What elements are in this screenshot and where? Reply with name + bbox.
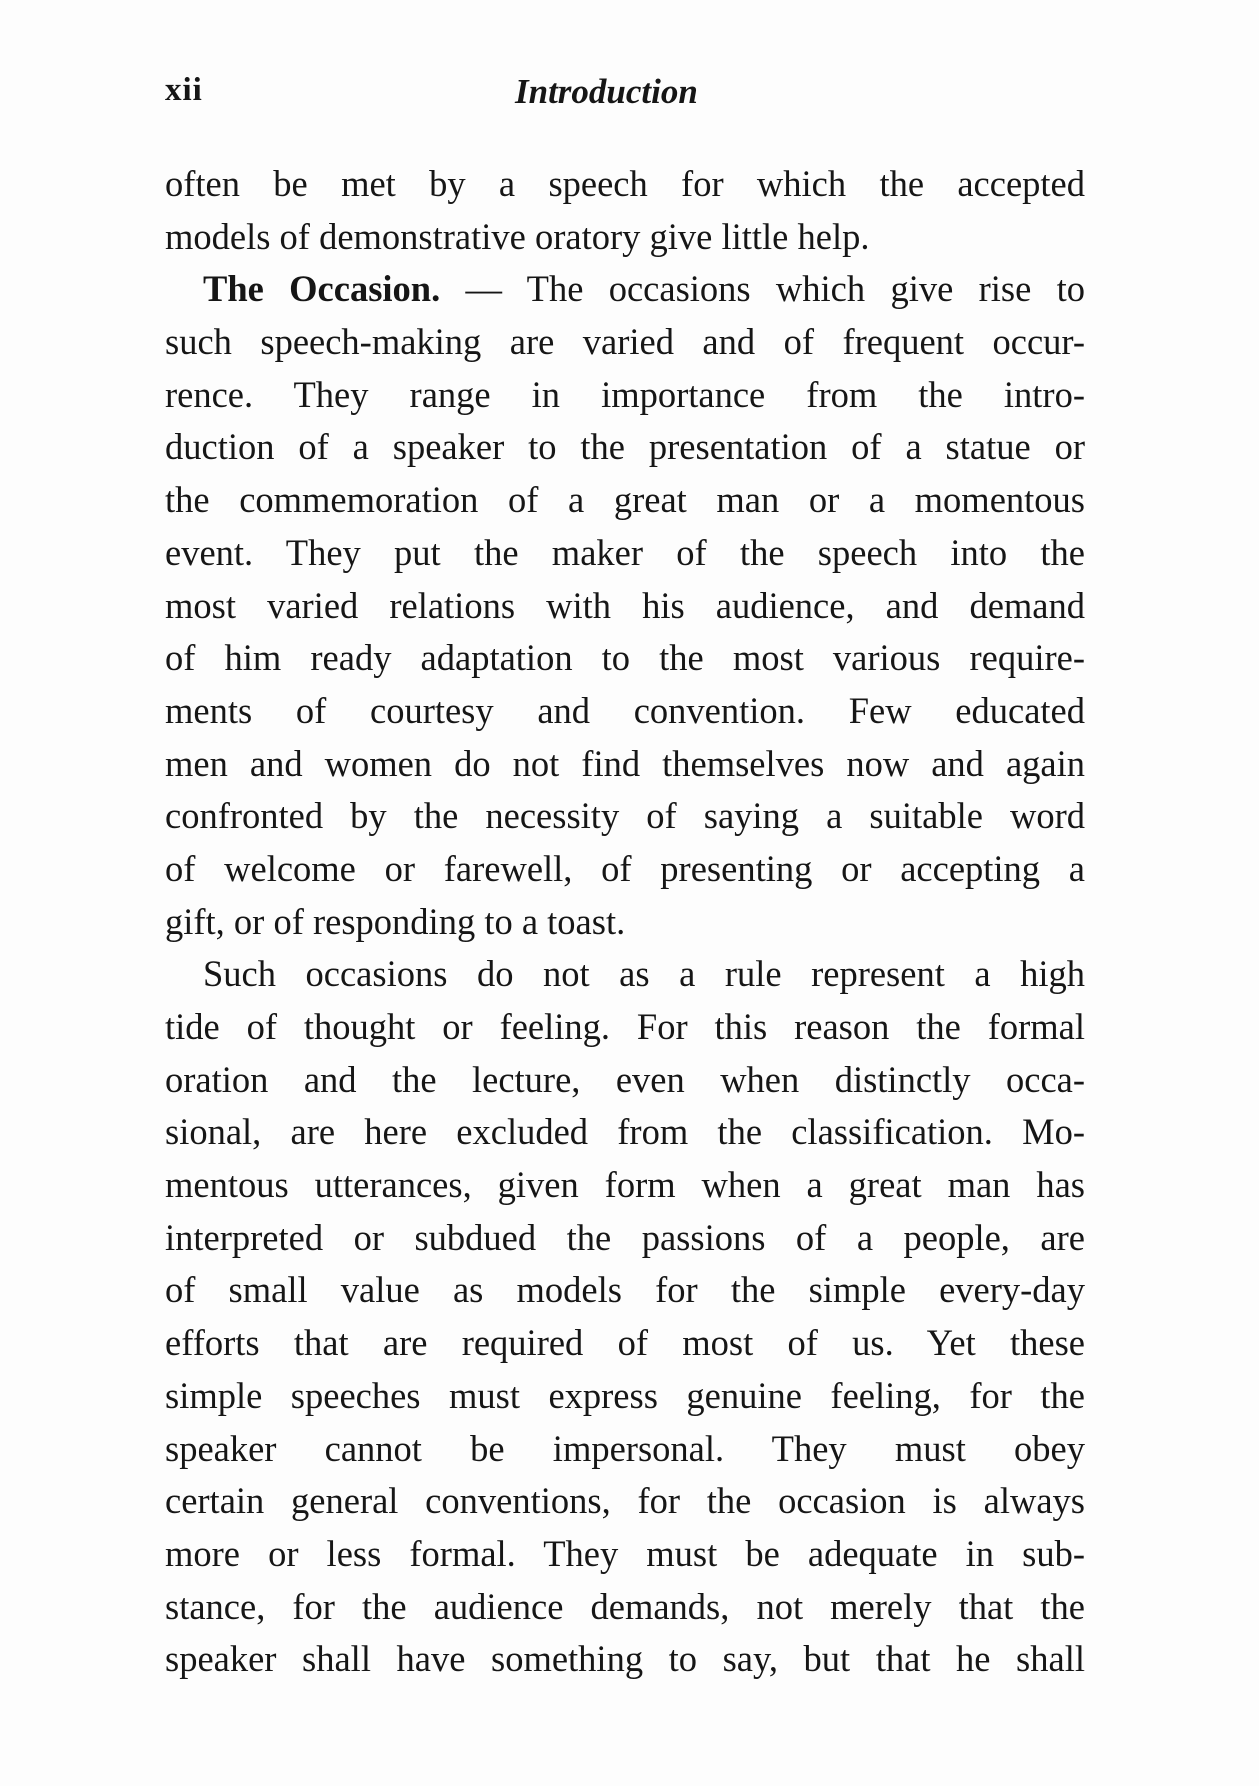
- paragraph-heading-line: [165, 263, 1085, 316]
- heading-line-text: — The occasions which give rise to: [440, 268, 1085, 310]
- text-line: more or less formal. They must be adequate in sub-: [165, 1532, 1085, 1574]
- text-line: of him ready adaptation to the most various require-: [165, 637, 1085, 679]
- text-line: the commemoration of a great man or a momentous: [165, 479, 1085, 521]
- page-header: [165, 72, 1085, 122]
- text-line: efforts that are required of most of us. Yet these: [165, 1322, 1085, 1364]
- text-line: gift, or of responding to a toast.: [165, 900, 626, 942]
- text-line: oration and the lecture, even when distinctly occa-: [165, 1058, 1085, 1100]
- text-line: speaker shall have something to say, but that he shall: [165, 1638, 1085, 1680]
- text-line: such speech-making are varied and of frequent occur-: [165, 321, 1085, 363]
- text-line: of small value as models for the simple every-day: [165, 1269, 1085, 1311]
- text-line: men and women do not find themselves now and again: [165, 742, 1085, 784]
- text-line: Such occasions do not as a rule represent a high: [203, 953, 1085, 995]
- page-number: xii: [165, 72, 203, 108]
- text-line: certain general conventions, for the occasion is always: [165, 1480, 1085, 1522]
- text-line: most varied relations with his audience, and demand: [165, 584, 1085, 626]
- text-line: interpreted or subdued the passions of a people, are: [165, 1216, 1085, 1258]
- text-line: mentous utterances, given form when a great man has: [165, 1164, 1085, 1206]
- text-column: [165, 158, 1085, 1686]
- text-line: sional, are here excluded from the classification. Mo-: [165, 1111, 1085, 1153]
- text-line: speaker cannot be impersonal. They must obey: [165, 1427, 1085, 1469]
- text-line: stance, for the audience demands, not merely that the: [165, 1585, 1085, 1627]
- text-line: rence. They range in importance from the intro-: [165, 373, 1085, 415]
- running-title: Introduction: [515, 72, 698, 111]
- text-line: event. They put the maker of the speech into the: [165, 531, 1085, 573]
- text-line: of welcome or farewell, of presenting or accepting a: [165, 847, 1085, 889]
- text-line: often be met by a speech for which the accepted: [165, 163, 1085, 204]
- text-line: tide of thought or feeling. For this reason the formal: [165, 1006, 1085, 1047]
- text-line: duction of a speaker to the presentation of a statue or: [165, 426, 1085, 468]
- text-line: models of demonstrative oratory give little help.: [165, 215, 870, 257]
- text-line: confronted by the necessity of saying a suitable word: [165, 795, 1085, 837]
- text-line: ments of courtesy and convention. Few educated: [165, 689, 1085, 731]
- section-heading: The Occasion.: [203, 268, 441, 310]
- text-line: simple speeches must express genuine feeling, for the: [165, 1374, 1085, 1416]
